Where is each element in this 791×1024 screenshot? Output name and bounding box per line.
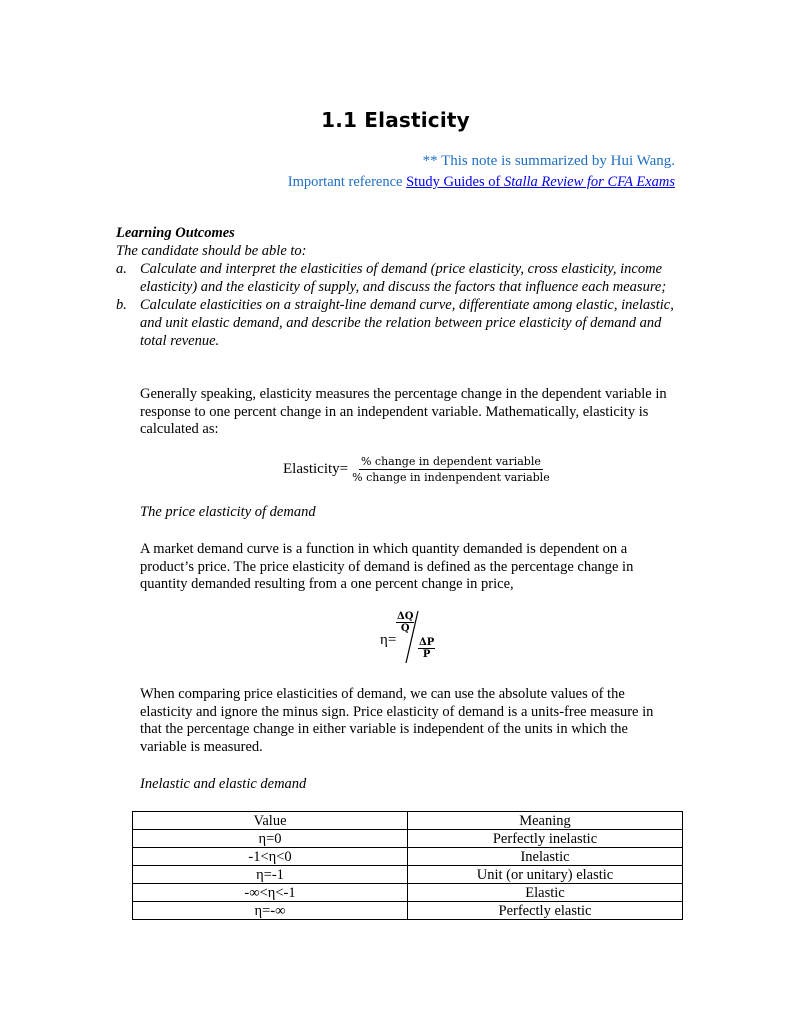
elasticity-fraction [350,455,552,484]
reference-prefix: Important reference [287,174,407,190]
table-cell-meaning: Unit (or unitary) elastic [408,866,683,884]
learning-outcomes-heading: Learning Outcomes [116,225,235,241]
reference-link-italic[interactable]: Stalla Review for CFA Exams [503,174,675,190]
learning-outcome-item [116,296,676,350]
learning-outcome-text: Calculate elasticities on a straight-line demand curve, differentiate among elastic, inelastic, and unit elastic demand, and describe the relation between price elasticity of demand and total revenue. [140,297,674,349]
table-cell-value: -1<η<0 [133,848,408,866]
table-cell-value: η=-1 [133,866,408,884]
table-cell-value: -∞<η<-1 [133,884,408,902]
reference-note [288,174,675,191]
paragraph-general: Generally speaking, elasticity measures the percentage change in the dependent variable in response to one percent change in an independent variable. Mathematically, elasticity is calculated as: [140,386,667,437]
eta-q-denominator: Q [400,623,410,634]
table-header-row [133,812,683,830]
table-header-value: Value [133,812,408,830]
table-row [133,830,683,848]
eta-formula [380,608,450,668]
table-cell-value: η=0 [133,830,408,848]
table-row [133,884,683,902]
learning-outcomes [116,224,676,350]
elasticity-table [132,811,683,920]
learning-outcome-marker: b. [116,297,127,313]
elasticity-formula [283,455,552,484]
table-cell-value: η=-∞ [133,902,408,920]
subhead-inelastic-elastic: Inelastic and elastic demand [140,776,307,792]
table-row [133,866,683,884]
learning-outcomes-intro: The candidate should be able to: [116,243,307,259]
learning-outcome-text: Calculate and interpret the elasticities of demand (price elasticity, cross elasticity, income elasticity) and the elasticity of supply, and discuss the factors that influence each measure; [140,261,667,295]
author-note: ** This note is summarized by Hui Wang. [422,153,675,169]
paragraph-comparison: When comparing price elasticities of demand, we can use the absolute values of the elasticity and ignore the minus sign. Price elasticity of demand is a units-free measure in that the percentage change in either variable is independent of the units in which the variable is measured. [140,686,654,755]
table-cell-meaning: Elastic [408,884,683,902]
paragraph-market-demand: A market demand curve is a function in which quantity demanded is dependent on a product’s price. The price elasticity of demand is defined as the percentage change in quantity demanded resulting from a one percent change in price, [140,541,634,592]
table-row [133,848,683,866]
learning-outcome-marker: a. [116,261,127,277]
eta-p-numerator: ΔP [419,637,435,648]
table-row [133,902,683,920]
elasticity-numerator: % change in dependent variable [360,455,541,468]
eta-price-fraction [418,637,435,660]
page-title: 1.1 Elasticity [321,108,470,132]
eta-q-numerator: ΔQ [397,611,414,622]
learning-outcome-item [116,260,676,296]
eta-formula-lhs: η= [380,632,397,648]
table-header-meaning: Meaning [408,812,683,830]
elasticity-formula-lhs: Elasticity= [283,461,349,477]
table-cell-meaning: Perfectly inelastic [408,830,683,848]
table-cell-meaning: Perfectly elastic [408,902,683,920]
elasticity-denominator: % change in indenpendent variable [352,471,550,484]
reference-link-text[interactable]: Study Guides of [406,174,504,190]
subhead-price-elasticity: The price elasticity of demand [140,504,316,520]
table-cell-meaning: Inelastic [408,848,683,866]
reference-link[interactable] [406,174,675,190]
eta-p-denominator: P [422,649,431,660]
